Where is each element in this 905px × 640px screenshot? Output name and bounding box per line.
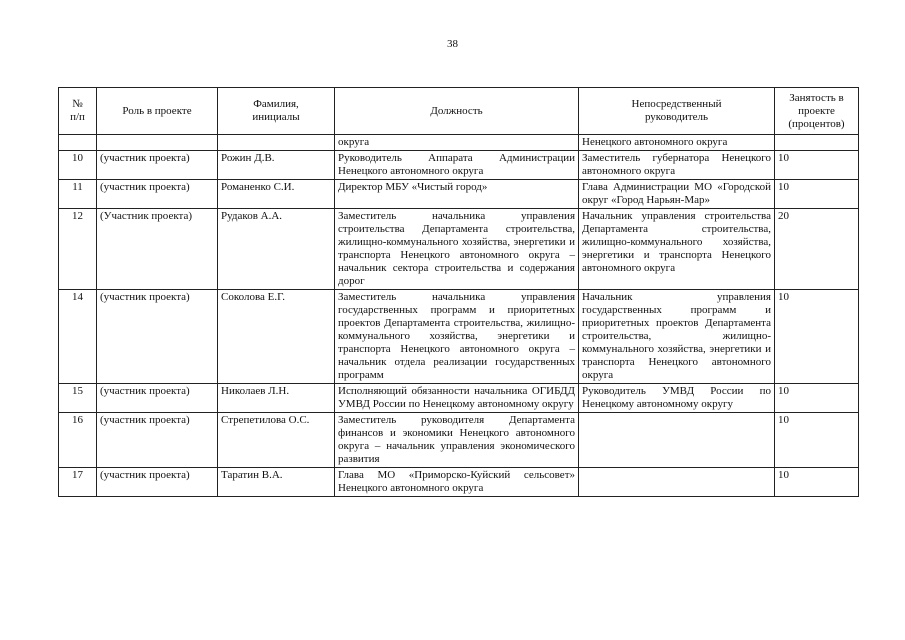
- cell-load: [775, 135, 859, 151]
- cell-supervisor: [579, 468, 775, 497]
- cell-load: 20: [775, 209, 859, 290]
- cell-number: 10: [59, 151, 97, 180]
- cell-supervisor: Руководитель УМВД России по Ненецкому автономному округу: [579, 384, 775, 413]
- cell-supervisor: Заместитель губернатора Ненецкого автономного округа: [579, 151, 775, 180]
- cell-number: 16: [59, 413, 97, 468]
- table-header-row: [59, 88, 859, 135]
- header-load: [775, 88, 859, 135]
- cell-supervisor: Глава Администрации МО «Городской округ «Город Нарьян-Мар»: [579, 180, 775, 209]
- cell-number: 15: [59, 384, 97, 413]
- cell-supervisor: Ненецкого автономного округа: [579, 135, 775, 151]
- cell-supervisor: [579, 413, 775, 468]
- cell-name: [218, 135, 335, 151]
- cell-role: (участник проекта): [97, 384, 218, 413]
- header-number-text: № п/п: [70, 98, 85, 123]
- cell-number: 12: [59, 209, 97, 290]
- table-row: [59, 413, 859, 468]
- table-row: [59, 180, 859, 209]
- header-position-text: Должность: [430, 104, 483, 117]
- cell-role: (участник проекта): [97, 290, 218, 384]
- cell-number: 17: [59, 468, 97, 497]
- cell-position: Заместитель начальника управления государственных программ и приоритетных проектов Департамента строительства, жилищно-коммунального хозяйства, энергетики и транспорта Ненецкого автономного округа – начальник отдела реализации государственных программ: [335, 290, 579, 384]
- header-name: [218, 88, 335, 135]
- cell-number: 14: [59, 290, 97, 384]
- cell-role: [97, 135, 218, 151]
- cell-name: Николаев Л.Н.: [218, 384, 335, 413]
- table-row: [59, 384, 859, 413]
- cell-position: Заместитель руководителя Департамента финансов и экономики Ненецкого автономного округа – начальник управления экономического развития: [335, 413, 579, 468]
- header-name-text: Фамилия, инициалы: [252, 98, 300, 123]
- table-row: [59, 151, 859, 180]
- cell-role: (участник проекта): [97, 413, 218, 468]
- cell-supervisor: Начальник управления строительства Департамента строительства, жилищно-коммунального хозяйства, энергетики и транспорта Ненецкого автономного округа: [579, 209, 775, 290]
- cell-position: Руководитель Аппарата Администрации Ненецкого автономного округа: [335, 151, 579, 180]
- cell-role: (Участник проекта): [97, 209, 218, 290]
- cell-name: Рудаков А.А.: [218, 209, 335, 290]
- table-row: [59, 135, 859, 151]
- cell-name: Рожин Д.В.: [218, 151, 335, 180]
- table-row: [59, 468, 859, 497]
- cell-load: 10: [775, 413, 859, 468]
- cell-position: Исполняющий обязанности начальника ОГИБДД УМВД России по Ненецкому автономному округу: [335, 384, 579, 413]
- cell-number: 11: [59, 180, 97, 209]
- header-number: [59, 88, 97, 135]
- cell-name: Соколова Е.Г.: [218, 290, 335, 384]
- header-supervisor-text: Непосредственный руководитель: [631, 98, 722, 123]
- cell-load: 10: [775, 180, 859, 209]
- cell-role: (участник проекта): [97, 180, 218, 209]
- header-load-text: Занятость в проекте (процентов): [788, 91, 845, 130]
- cell-position: Директор МБУ «Чистый город»: [335, 180, 579, 209]
- table-row: [59, 290, 859, 384]
- page-number: 38: [447, 38, 458, 50]
- cell-name: Романенко С.И.: [218, 180, 335, 209]
- cell-load: 10: [775, 468, 859, 497]
- cell-role: (участник проекта): [97, 468, 218, 497]
- header-role-text: Роль в проекте: [122, 104, 192, 117]
- cell-load: 10: [775, 290, 859, 384]
- project-participants-table: [58, 87, 859, 497]
- table-row: [59, 209, 859, 290]
- cell-load: 10: [775, 151, 859, 180]
- cell-position: округа: [335, 135, 579, 151]
- cell-supervisor: Начальник управления государственных программ и приоритетных проектов Департамента строительства, жилищно-коммунального хозяйства, энергетики и транспорта Ненецкого автономного округа: [579, 290, 775, 384]
- cell-name: Таратин В.А.: [218, 468, 335, 497]
- header-role: [97, 88, 218, 135]
- header-position: [335, 88, 579, 135]
- cell-role: (участник проекта): [97, 151, 218, 180]
- header-supervisor: [579, 88, 775, 135]
- cell-load: 10: [775, 384, 859, 413]
- cell-name: Стрепетилова О.С.: [218, 413, 335, 468]
- cell-number: [59, 135, 97, 151]
- cell-position: Глава МО «Приморско-Куйский сельсовет» Ненецкого автономного округа: [335, 468, 579, 497]
- cell-position: Заместитель начальника управления строительства Департамента строительства, жилищно-коммунального хозяйства, энергетики и транспорта Ненецкого автономного округа – начальник сектора строительства и содержания дорог: [335, 209, 579, 290]
